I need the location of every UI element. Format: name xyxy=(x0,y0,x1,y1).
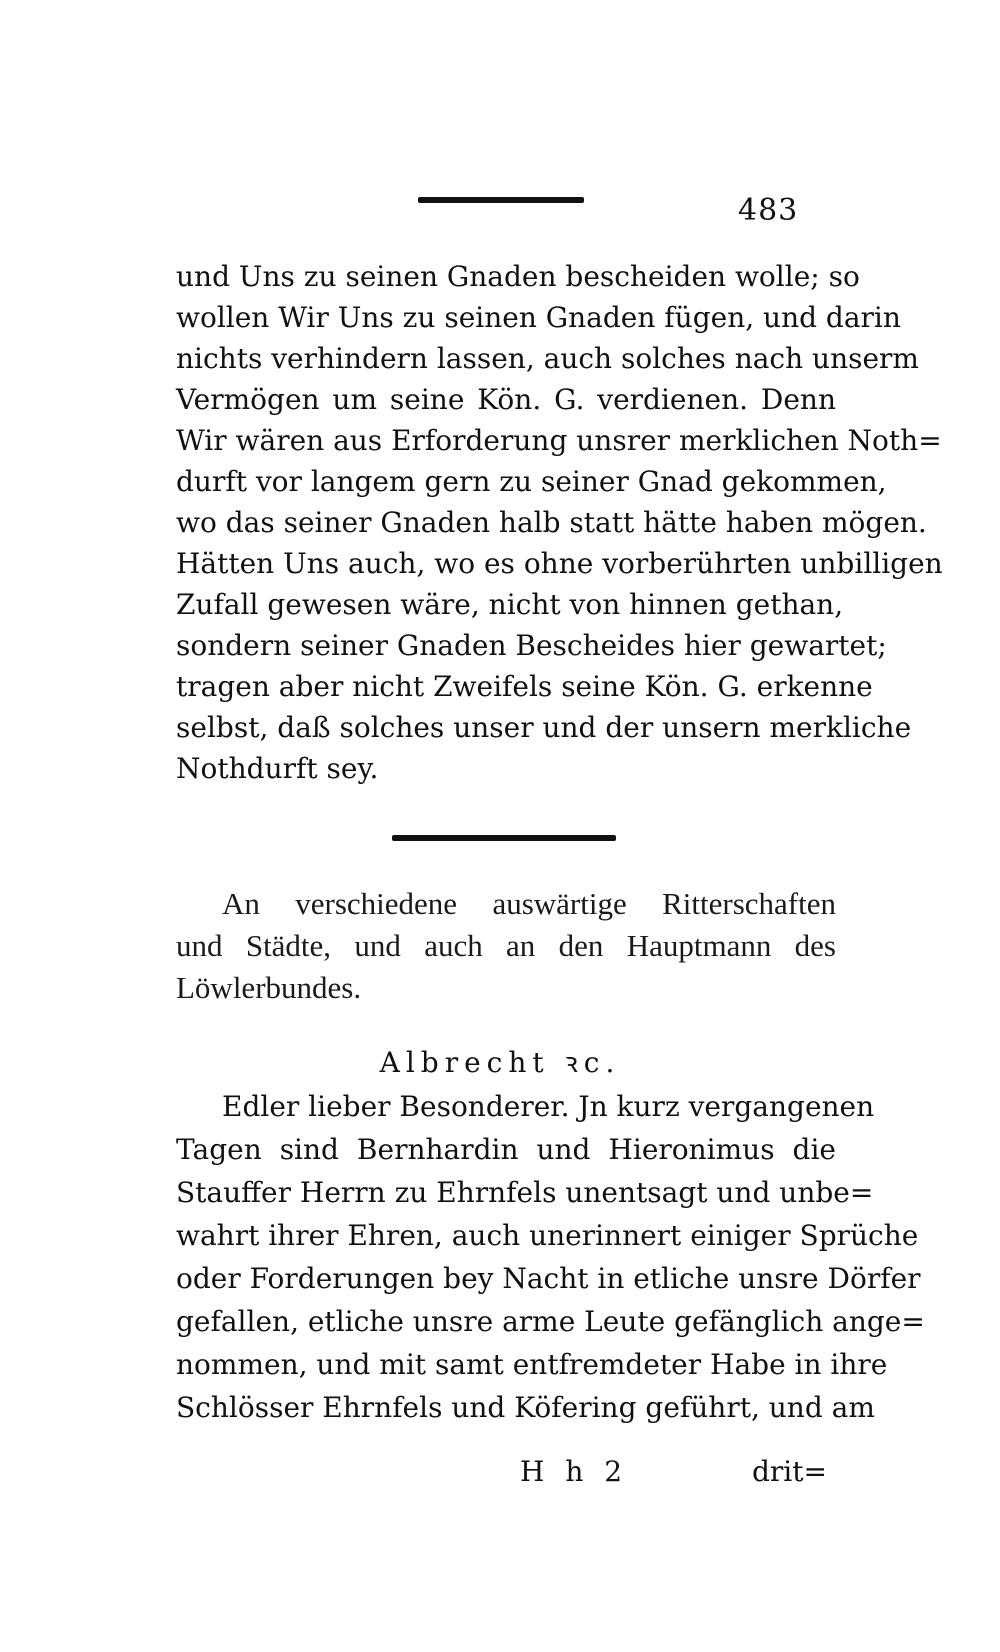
text-line: Tagen sind Bernhardin und Hieronimus die xyxy=(176,1133,836,1166)
text-line: Nothdurft sey. xyxy=(176,752,379,785)
text-line: wollen Wir Uns zu seinen Gnaden fügen, und darin xyxy=(176,301,901,334)
text-line: wahrt ihrer Ehren, auch unerinnert einiger Sprüche xyxy=(176,1219,919,1252)
text-line: nommen, und mit samt entfremdeter Habe in ihre xyxy=(176,1348,888,1381)
signature-mark: H h 2 xyxy=(520,1455,629,1488)
letter-salutation-heading: Albrecht ꝛc. xyxy=(379,1046,621,1079)
text-line: sondern seiner Gnaden Bescheides hier gewartet; xyxy=(176,629,887,662)
text-line: und Uns zu seinen Gnaden bescheiden wolle; so xyxy=(176,260,860,293)
text-line: Schlösser Ehrnfels und Köfering geführt, und am xyxy=(176,1391,875,1424)
text-line: tragen aber nicht Zweifels seine Kön. G. erkenne xyxy=(176,670,873,703)
page-number: 483 xyxy=(738,193,799,228)
address-line: An verschiedene auswärtige Ritterschaften xyxy=(222,886,836,921)
catchword: drit= xyxy=(752,1455,827,1488)
text-line: Hätten Uns auch, wo es ohne vorberührten unbilligen xyxy=(176,547,943,580)
text-line: Edler lieber Besonderer. Jn kurz vergangenen xyxy=(222,1090,875,1123)
text-line: durft vor langem gern zu seiner Gnad gekommen, xyxy=(176,465,887,498)
address-line: und Städte, und auch an den Hauptmann des xyxy=(176,928,836,963)
text-line: Vermögen um seine Kön. G. verdienen. Denn xyxy=(176,383,836,416)
text-line: Wir wären aus Erforderung unsrer merklichen Noth= xyxy=(176,424,942,457)
address-line: Löwlerbundes. xyxy=(176,970,362,1005)
text-line: oder Forderungen bey Nacht in etliche unsre Dörfer xyxy=(176,1262,921,1295)
top-rule xyxy=(418,197,584,203)
text-line: selbst, daß solches unser und der unsern merkliche xyxy=(176,711,912,744)
section-divider xyxy=(392,835,616,841)
text-line: wo das seiner Gnaden halb statt hätte haben mögen. xyxy=(176,506,927,539)
text-line: nichts verhindern lassen, auch solches nach unserm xyxy=(176,342,919,375)
text-line: gefallen, etliche unsre arme Leute gefänglich ange= xyxy=(176,1305,925,1338)
text-line: Stauffer Herrn zu Ehrnfels unentsagt und unbe= xyxy=(176,1176,874,1209)
text-line: Zufall gewesen wäre, nicht von hinnen gethan, xyxy=(176,588,844,621)
